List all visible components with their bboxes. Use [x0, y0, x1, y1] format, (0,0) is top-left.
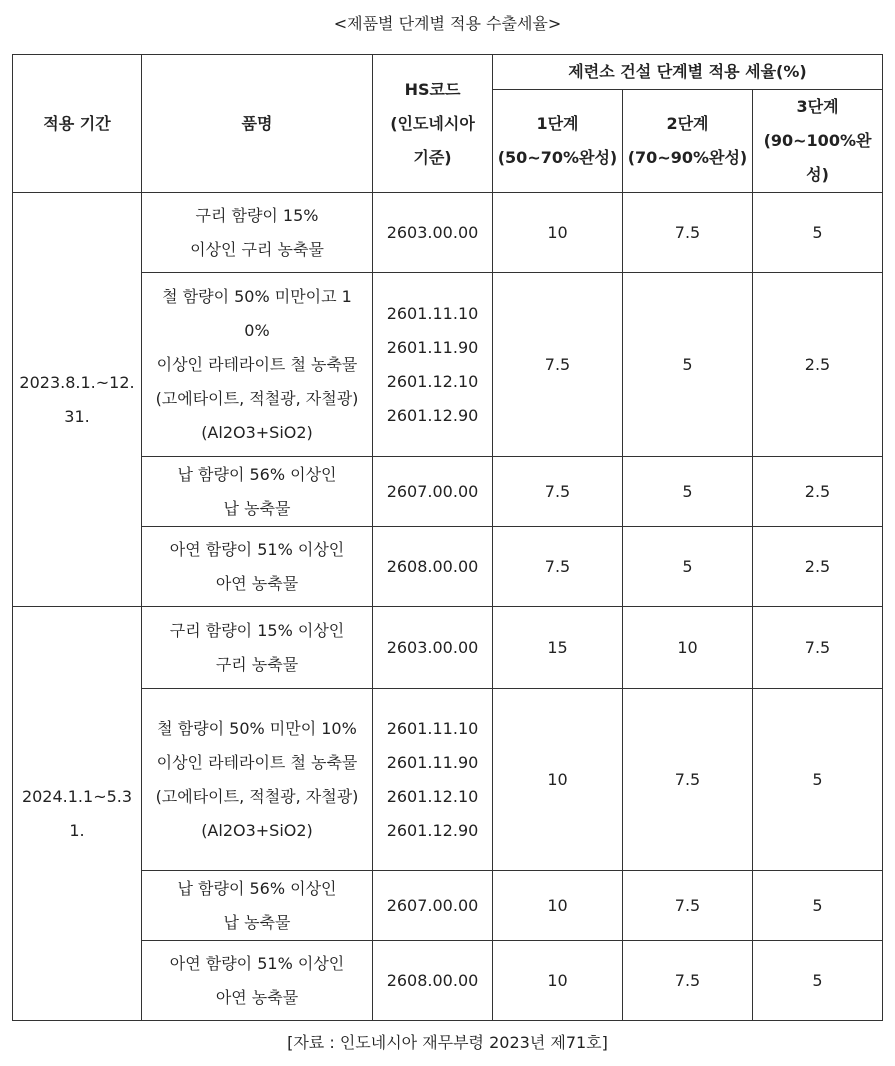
stage-1-rate-cell: 15	[493, 607, 623, 689]
product-cell: 아연 함량이 51% 이상인 아연 농축물	[142, 941, 373, 1021]
stage-3-rate-cell: 5	[753, 941, 883, 1021]
table-row	[13, 193, 883, 273]
table-caption: <제품별 단계별 적용 수출세율>	[333, 14, 562, 33]
table-row	[13, 457, 883, 527]
hs-code-cell: 2601.11.10 2601.11.90 2601.12.10 2601.12.90	[373, 689, 493, 871]
table-row	[13, 941, 883, 1021]
stage-1-rate-cell: 10	[493, 193, 623, 273]
stage-1-rate-cell: 7.5	[493, 457, 623, 527]
table-row	[13, 871, 883, 941]
stage-2-rate-cell: 7.5	[623, 689, 753, 871]
stage-3-rate-cell: 2.5	[753, 527, 883, 607]
header-stage-2: 2단계 (70~90%완성)	[623, 90, 753, 193]
hs-code-cell: 2608.00.00	[373, 941, 493, 1021]
hs-code-cell: 2608.00.00	[373, 527, 493, 607]
product-cell: 납 함량이 56% 이상인 납 농축물	[142, 457, 373, 527]
hs-code-cell: 2601.11.10 2601.11.90 2601.12.10 2601.12.90	[373, 273, 493, 457]
stage-2-rate-cell: 7.5	[623, 193, 753, 273]
stage-2-rate-cell: 10	[623, 607, 753, 689]
product-cell: 아연 함량이 51% 이상인 아연 농축물	[142, 527, 373, 607]
header-period: 적용 기간	[13, 55, 142, 193]
stage-2-rate-cell: 7.5	[623, 941, 753, 1021]
hs-code-cell: 2607.00.00	[373, 871, 493, 941]
stage-2-rate-cell: 5	[623, 273, 753, 457]
stage-3-rate-cell: 5	[753, 871, 883, 941]
stage-1-rate-cell: 7.5	[493, 273, 623, 457]
stage-1-rate-cell: 7.5	[493, 527, 623, 607]
period-cell: 2024.1.1~5.3 1.	[13, 607, 142, 1021]
product-cell: 납 함량이 56% 이상인 납 농축물	[142, 871, 373, 941]
stage-2-rate-cell: 7.5	[623, 871, 753, 941]
stage-3-rate-cell: 2.5	[753, 273, 883, 457]
stage-1-rate-cell: 10	[493, 941, 623, 1021]
product-cell: 구리 함량이 15% 이상인 구리 농축물	[142, 193, 373, 273]
stage-1-rate-cell: 10	[493, 689, 623, 871]
stage-3-rate-cell: 5	[753, 689, 883, 871]
hs-code-cell: 2603.00.00	[373, 193, 493, 273]
table-row	[13, 527, 883, 607]
stage-3-rate-cell: 2.5	[753, 457, 883, 527]
product-cell: 구리 함량이 15% 이상인 구리 농축물	[142, 607, 373, 689]
header-stage-group: 제련소 건설 단계별 적용 세율(%)	[493, 55, 883, 90]
table-row	[13, 607, 883, 689]
period-cell: 2023.8.1.~12. 31.	[13, 193, 142, 607]
stage-3-rate-cell: 5	[753, 193, 883, 273]
export-tax-table	[12, 54, 883, 1021]
table-body	[13, 193, 883, 1021]
header-stage-3: 3단계 (90~100%완 성)	[753, 90, 883, 193]
table-row	[13, 273, 883, 457]
header-product: 품명	[142, 55, 373, 193]
stage-3-rate-cell: 7.5	[753, 607, 883, 689]
stage-1-rate-cell: 10	[493, 871, 623, 941]
hs-code-cell: 2607.00.00	[373, 457, 493, 527]
hs-code-cell: 2603.00.00	[373, 607, 493, 689]
source-note: [자료 : 인도네시아 재무부령 2023년 제71호]	[287, 1033, 608, 1052]
header-hs-code: HS코드 (인도네시아 기준)	[373, 55, 493, 193]
stage-2-rate-cell: 5	[623, 457, 753, 527]
product-cell: 철 함량이 50% 미만이고 1 0% 이상인 라테라이트 철 농축물 (고에타이트, 적철광, 자철광) (Al2O3+SiO2)	[142, 273, 373, 457]
table-row	[13, 689, 883, 871]
header-stage-1: 1단계 (50~70%완성)	[493, 90, 623, 193]
product-cell: 철 함량이 50% 미만이 10% 이상인 라테라이트 철 농축물 (고에타이트, 적철광, 자철광) (Al2O3+SiO2)	[142, 689, 373, 871]
stage-2-rate-cell: 5	[623, 527, 753, 607]
